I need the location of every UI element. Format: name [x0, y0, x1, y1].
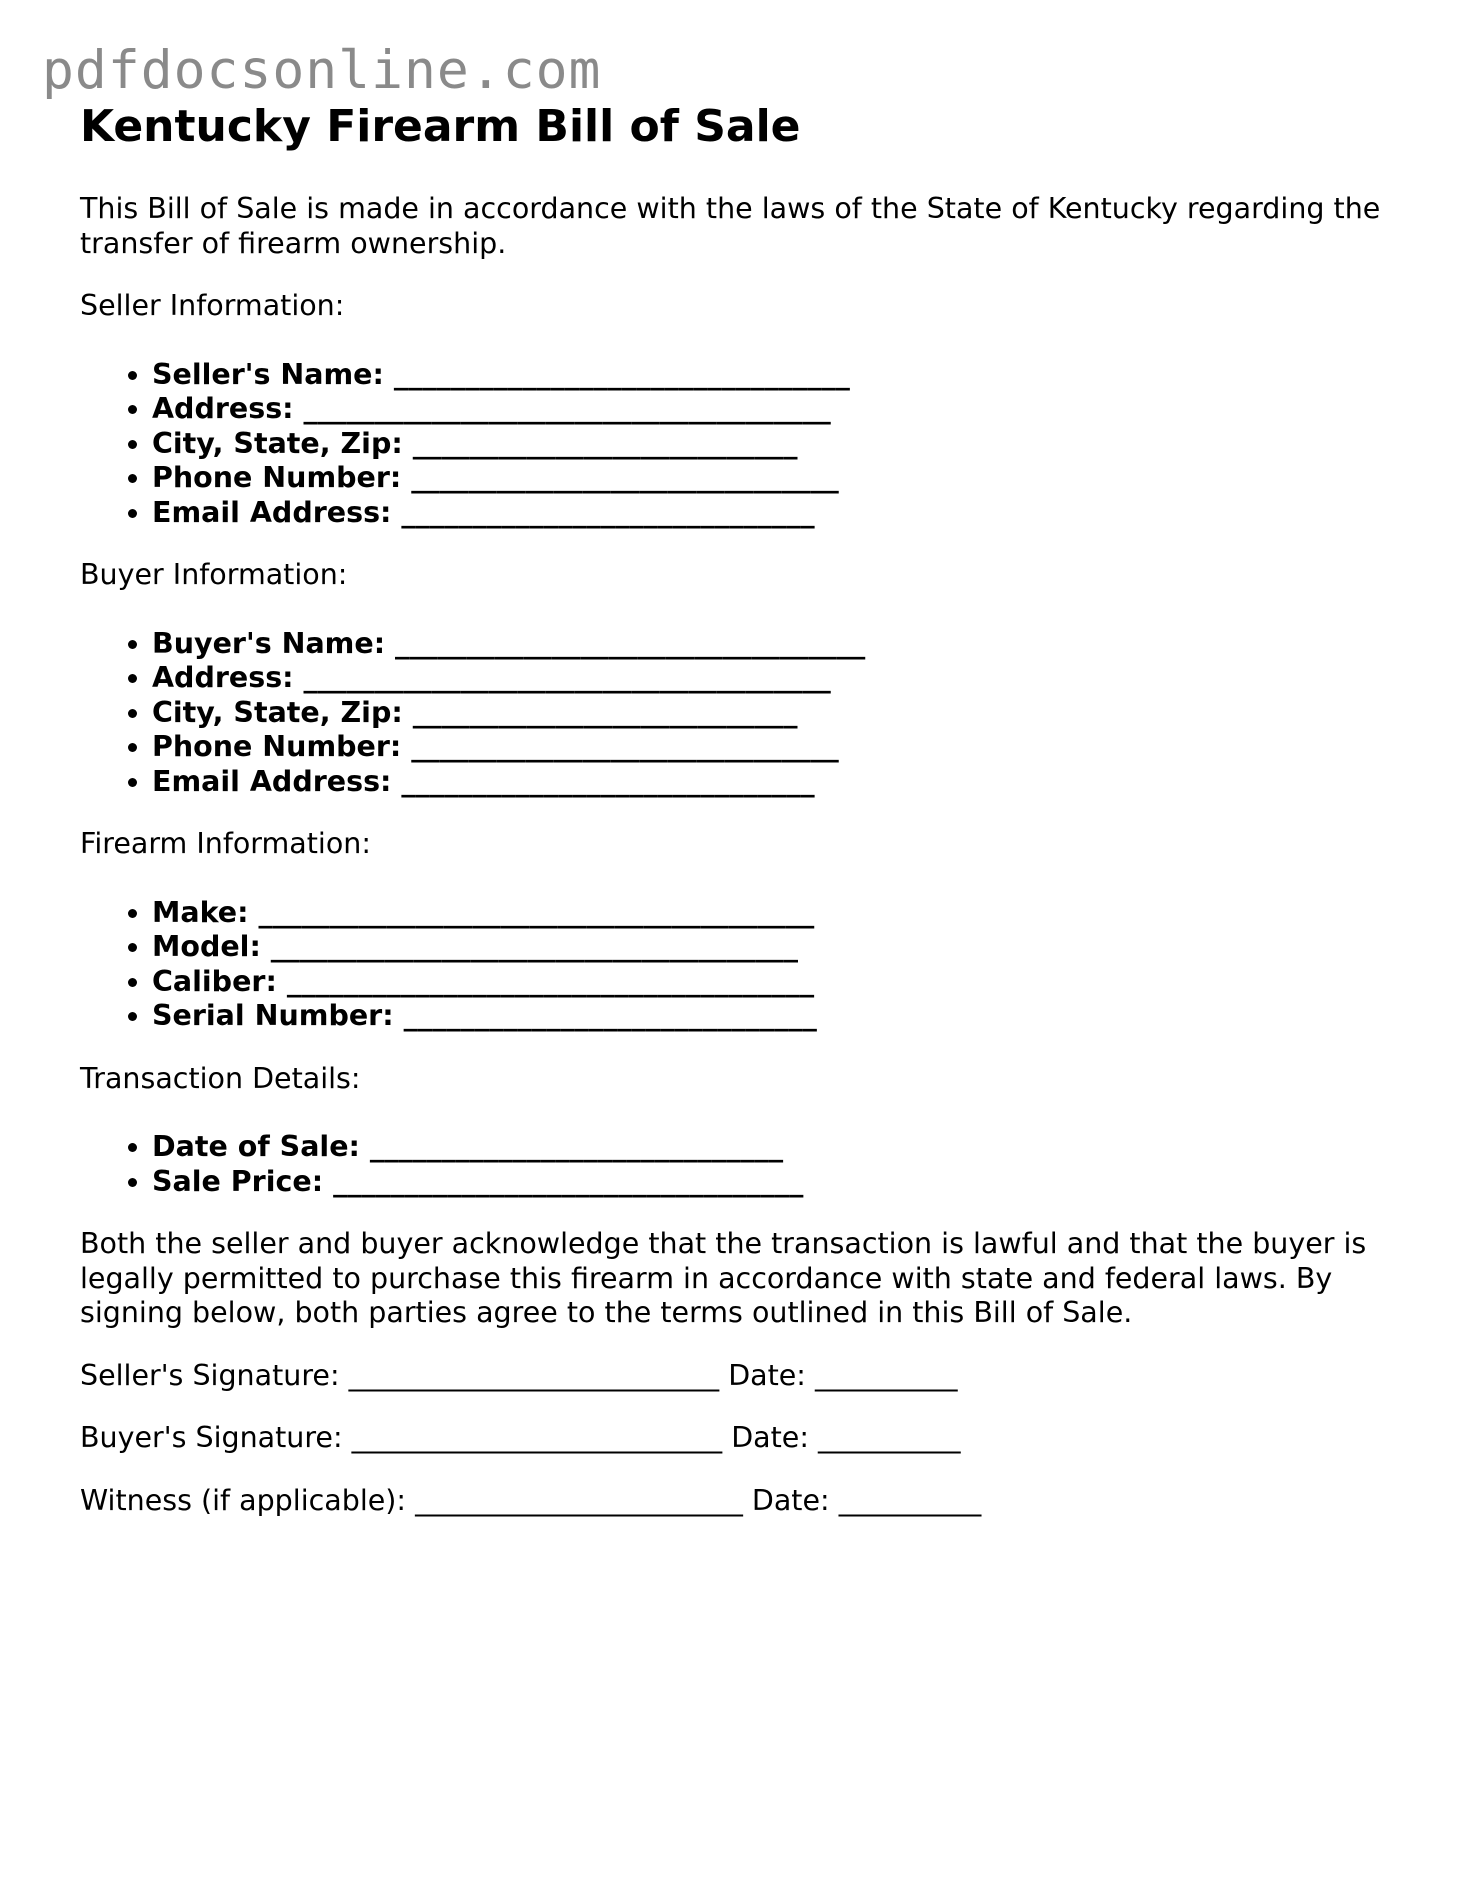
buyer-name-field[interactable]: • Buyer's Name: _________________________________: [152, 627, 1420, 662]
transaction-fields-list: [80, 1130, 1420, 1199]
firearm-make-field[interactable]: • Make: _______________________________________: [152, 896, 1420, 931]
witness-signature-row[interactable]: Witness (if applicable): _______________________ Date: __________: [80, 1483, 982, 1517]
buyer-city-state-zip-field[interactable]: • City, State, Zip: ___________________________: [152, 696, 1420, 731]
seller-section-heading: Seller Information:: [80, 289, 345, 322]
seller-phone-field[interactable]: • Phone Number: ______________________________: [152, 461, 1420, 496]
buyer-phone-field[interactable]: • Phone Number: ______________________________: [152, 730, 1420, 765]
buyer-fields-list: [80, 627, 1420, 800]
firearm-section-heading: Firearm Information:: [80, 827, 371, 860]
buyer-email-field[interactable]: • Email Address: _____________________________: [152, 765, 1420, 800]
document-body: [80, 100, 1420, 1546]
seller-email-field[interactable]: • Email Address: _____________________________: [152, 496, 1420, 531]
buyer-signature-row[interactable]: Buyer's Signature: __________________________ Date: __________: [80, 1421, 961, 1454]
buyer-address-field[interactable]: • Address: _____________________________________: [152, 661, 1420, 696]
sale-price-field[interactable]: • Sale Price: _________________________________: [152, 1165, 1420, 1200]
seller-fields-list: [80, 358, 1420, 531]
seller-city-state-zip-field[interactable]: • City, State, Zip: ___________________________: [152, 427, 1420, 462]
acknowledgment-paragraph: Both the seller and buyer acknowledge that the transaction is lawful and that the buyer is legally permitted to purchase this firearm in accordance with state and federal laws. By signing below, both parties agree to the terms outlined in this Bill of Sale.: [80, 1227, 1367, 1329]
firearm-model-field[interactable]: • Model: _____________________________________: [152, 930, 1420, 965]
seller-name-field[interactable]: • Seller's Name: ________________________________: [152, 358, 1420, 393]
document-title: Kentucky Firearm Bill of Sale: [80, 101, 801, 152]
seller-address-field[interactable]: • Address: _____________________________________: [152, 392, 1420, 427]
firearm-caliber-field[interactable]: • Caliber: _____________________________________: [152, 965, 1420, 1000]
watermark-text: pdfdocsonline.com: [42, 40, 602, 101]
seller-signature-row[interactable]: Seller's Signature: __________________________ Date: __________: [80, 1358, 958, 1392]
buyer-section-heading: Buyer Information:: [80, 558, 348, 591]
firearm-fields-list: [80, 896, 1420, 1034]
intro-paragraph: This Bill of Sale is made in accordance with the laws of the State of Kentucky regarding the transfer of firearm ownership.: [80, 192, 1381, 260]
transaction-section-heading: Transaction Details:: [80, 1061, 361, 1095]
date-of-sale-field[interactable]: • Date of Sale: _____________________________: [152, 1130, 1420, 1165]
firearm-serial-number-field[interactable]: • Serial Number: _____________________________: [152, 999, 1420, 1034]
